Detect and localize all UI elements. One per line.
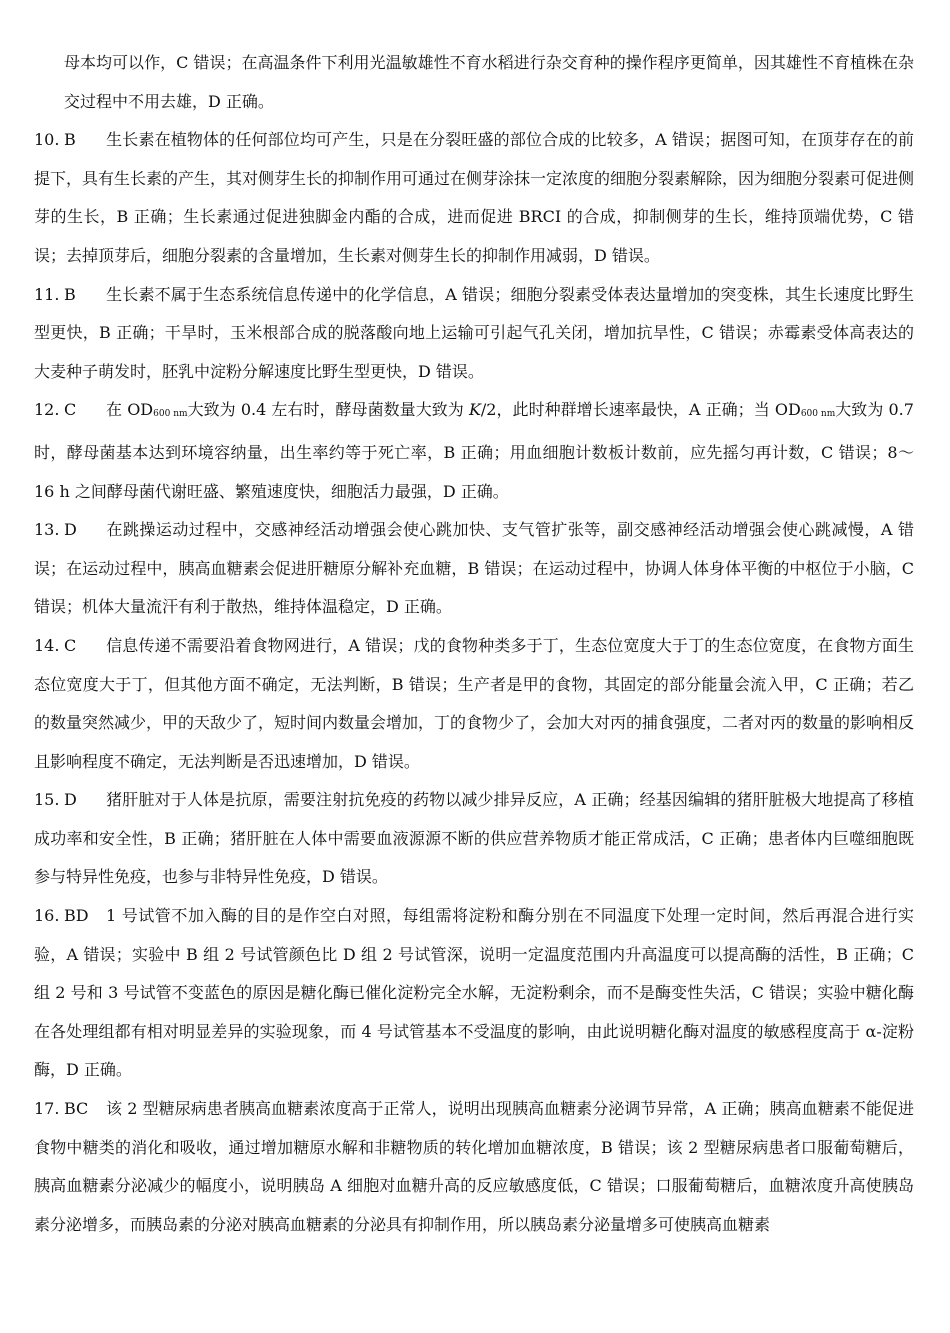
item-explanation-part: 大致为 0.4 左右时，酵母菌数量大致为 [187,400,469,420]
item-number: 15. [34,790,60,810]
item-answer: C [64,635,77,655]
item-number: 12. [34,400,60,420]
item-explanation-part: 在 OD [106,400,154,420]
item-answer: D [64,790,77,810]
item-number: 11. [34,284,60,304]
item-answer: D [64,520,77,540]
item-explanation: 1 号试管不加入酶的目的是作空白对照，每组需将淀粉和酶分别在不同温度下处理一定时间，然后再混合进行实验，A 错误；实验中 B 组 2 号试管颜色比 D 组 2 号试管深，说明一定温度范围内升高温度可以提高酶的活性，B 正确；C 组 2 号和 3 号试管不变蓝色的原因是糖化酶已催化淀粉完全水解，无淀粉剩余，而不是酶变性失活，C 错误；实验中糖化酶在各处理组都有相对明显差异的实验现象，而 4 号试管基本不受温度的影响，由此说明糖化酶对温度的敏感程度高于 α-淀粉酶，D 正确。 [34,906,914,1080]
answer-item-10 [34,121,914,275]
item-answer: BD [64,906,89,926]
answer-item-17 [34,1090,914,1244]
item-explanation-part: 大致为 0.7 时，酵母菌基本达到环境容纳量，出生率约等于死亡率，B 正确；用血细胞计数板计数前，应先摇匀再计数，C 错误；8～16 h 之间酵母菌代谢旺盛、繁殖速度快，细胞活力最强，D 正确。 [34,400,914,501]
item-number: 10. [34,130,60,150]
item-explanation: 信息传递不需要沿着食物网进行，A 错误；戊的食物种类多于丁，生态位宽度大于丁的生态位宽度，在食物方面生态位宽度大于丁，但其他方面不确定，无法判断，B 错误；生产者是甲的食物，其固定的部分能量会流入甲，C 正确；若乙的数量突然减少，甲的天敌少了，短时间内数量会增加，丁的食物少了，会加大对丙的捕食强度，二者对丙的数量的影响相反且影响程度不确定，无法判断是否迅速增加，D 错误。 [34,635,915,771]
item-explanation: 生长素在植物体的任何部位均可产生，只是在分裂旺盛的部位合成的比较多，A 错误；据图可知，在顶芽存在的前提下，具有生长素的产生，其对侧芽生长的抑制作用可通过在侧芽涂抹一定浓度的细胞分裂素解除，因为细胞分裂素可促进侧芽的生长，B 正确；生长素通过促进独脚金内酯的合成，进而促进 BRCI 的合成，抑制侧芽的生长，维持顶端优势，C 错误；去掉顶芽后，细胞分裂素的含量增加，生长素对侧芽生长的抑制作用减弱，D 错误。 [34,130,915,265]
answer-item-11 [34,276,914,392]
item-explanation: 生长素不属于生态系统信息传递中的化学信息，A 错误；细胞分裂素受体表达量增加的突变株，其生长速度比野生型更快，B 正确；干旱时，玉米根部合成的脱落酸向地上运输可引起气孔关闭，增加抗旱性，C 错误；赤霉素受体高表达的大麦种子萌发时，胚乳中淀粉分解速度比野生型更快，D 错误。 [34,284,914,381]
item-number: 17. [34,1099,60,1119]
answer-item-14 [34,627,914,781]
od-subscript: 600 nm [800,409,836,420]
item-number: 16. [34,906,60,926]
item-answer: B [64,284,76,304]
continuation-paragraph: 母本均可以作，C 错误；在高温条件下利用光温敏雄性不育水稻进行杂交育种的操作程序更简单，因其雄性不育植株在杂交过程中不用去雄，D 正确。 [64,53,914,111]
item-explanation: 猪肝脏对于人体是抗原，需要注射抗免疫的药物以减少排异反应，A 正确；经基因编辑的猪肝脏极大地提高了移植成功率和安全性，B 正确；猪肝脏在人体中需要血液源源不断的供应营养物质才能正常成活，C 正确；患者体内巨噬细胞既参与特异性免疫，也参与非特异性免疫，D 错误。 [34,790,914,887]
answer-item-13 [34,511,914,627]
item-answer: B [64,130,76,150]
answer-item-12 [34,391,914,511]
item-explanation: 在跳操运动过程中，交感神经活动增强会使心跳加快、支气管扩张等，副交感神经活动增强会使心跳减慢，A 错误；在运动过程中，胰高血糖素会促进肝糖原分解补充血糖，B 错误；在运动过程中，协调人体身体平衡的中枢位于小脑，C 错误；机体大量流汗有利于散热，维持体温稳定，D 正确。 [34,520,914,617]
item-explanation-part: /2，此时种群增长速率最快，A 正确；当 OD [480,400,801,420]
item-number: 13. [34,520,60,540]
item-number: 14. [34,635,60,655]
answer-item-15 [34,781,914,897]
item-answer: C [64,400,77,420]
item-explanation: 该 2 型糖尿病患者胰高血糖素浓度高于正常人，说明出现胰高血糖素分泌调节异常，A 正确；胰高血糖素不能促进食物中糖类的消化和吸收，通过增加糖原水解和非糖物质的转化增加血糖浓度，B 错误；该 2 型糖尿病患者口服葡萄糖后，胰高血糖素分泌减少的幅度小，说明胰岛 A 细胞对血糖升高的反应敏感度低，C 错误；口服葡萄糖后，血糖浓度升高使胰岛素分泌增多，而胰岛素的分泌对胰高血糖素的分泌具有抑制作用，所以胰岛素分泌量增多可使胰高血糖素 [34,1099,914,1234]
od-subscript: 600 nm [153,409,188,420]
item-answer: BC [64,1099,89,1119]
k-variable: K [468,400,481,420]
answer-item-16 [34,897,914,1090]
